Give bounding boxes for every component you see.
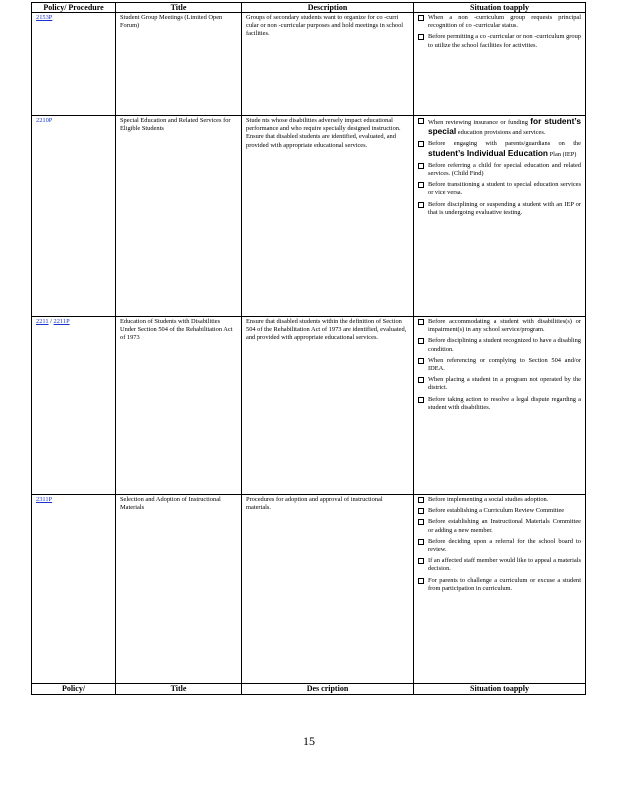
footer-header-policy: Policy/ [32,684,116,695]
table-header-row [32,3,586,13]
situation-item: Before deciding upon a referral for the school board to review. [418,538,581,554]
footer-header-situation: Situation toapply [414,684,586,695]
situation-cell [414,495,586,684]
situation-item: Before engaging with parents/guardians on the student’s Individual Education Plan (IEP) [418,140,581,158]
checkbox-icon [418,34,424,40]
checkbox-icon [418,141,424,147]
description-cell: Groups of secondary students want to organize for co -curri cular or non -curricular purposes and hold meetings in school facilities. [242,13,414,116]
situation-cell [414,13,586,116]
checkbox-icon [418,497,424,503]
situation-item: Before establishing an Instructional Materials Committee or adding a new member. [418,518,581,534]
footer-header-title: Title [116,684,242,695]
header-description: Description [242,3,414,13]
checkbox-icon [418,508,424,514]
situation-item: For parents to challenge a curriculum or excuse a student from participation in curriculum. [418,577,581,593]
table-row [32,116,586,317]
checkbox-icon [418,578,424,584]
policy-link[interactable]: 2153P [36,14,53,21]
situation-item: Before establishing a Curriculum Review Committee [418,507,581,515]
checkbox-icon [418,397,424,403]
situation-item: When referencing or complying to Section 504 and/or IDEA. [418,357,581,373]
situation-item: Before permitting a co -curricular or non -curriculum group to utilize the school facilities for activities. [418,33,581,49]
checkbox-icon [418,377,424,383]
checkbox-icon [418,202,424,208]
policy-table [31,2,586,695]
title-cell: Special Education and Related Services for Eligible Students [116,116,242,317]
policy-cell [32,13,116,116]
header-title: Title [116,3,242,13]
situation-cell [414,116,586,317]
footer-header-description: Des cription [242,684,414,695]
checkbox-icon [418,319,424,325]
page-number: 15 [303,734,315,748]
checkbox-icon [418,118,424,124]
description-cell: Ensure that disabled students within the definition of Section 504 of the Rehabilitation Act of 1973 are identified, evaluated, and provided with appropriate educational services. [242,317,414,495]
policy-link[interactable]: 2311P [36,496,53,503]
description-cell: Procedures for adoption and approval of instructional materials. [242,495,414,684]
situation-item: Before implementing a social studies adoption. [418,496,581,504]
policy-cell [32,495,116,684]
situation-cell [414,317,586,495]
header-policy: Policy/ Procedure [32,3,116,13]
title-cell: Student Group Meetings (Limited Open Forum) [116,13,242,116]
checkbox-icon [418,539,424,545]
policy-link[interactable]: 2211 [36,318,49,325]
title-cell: Education of Students with Disabilities Under Section 504 of the Rehabilitation Act of 1973 [116,317,242,495]
table-footer-header-row [32,684,586,695]
checkbox-icon [418,182,424,188]
checkbox-icon [418,15,424,21]
situation-item: If an affected staff member would like to appeal a materials decision. [418,557,581,573]
situation-item: Before taking action to resolve a legal dispute regarding a student with disabilities. [418,396,581,412]
policy-link[interactable]: 2211P [53,318,70,325]
policy-cell [32,116,116,317]
situation-item: Before disciplining or suspending a student with an IEP or that is undergoing evaluative testing. [418,201,581,217]
situation-item: Before accommodating a student with disabilities(s) or impairment(s) in any school service/program. [418,318,581,334]
checkbox-icon [418,558,424,564]
checkbox-icon [418,338,424,344]
checkbox-icon [418,163,424,169]
policy-code: 2210P [36,117,53,124]
situation-item: Before disciplining a student recognized to have a disabling condition. [418,337,581,353]
table-row [32,13,586,116]
situation-item: When a non -curriculum group requests principal recognition of co -curricular status. [418,14,581,30]
header-situation: Situation toapply [414,3,586,13]
title-cell: Selection and Adoption of Instructional Materials [116,495,242,684]
checkbox-icon [418,519,424,525]
policy-cell: 2211 / 2211P [32,317,116,495]
checkbox-icon [418,358,424,364]
description-cell: Stude nts whose disabilities adversely impact educational performance and who require specially designed instruction. Ensure that disabled students are identified, evaluated, and provided with appropriate educational services. [242,116,414,317]
table-row [32,317,586,495]
situation-item: When placing a student in a program not operated by the district. [418,376,581,392]
situation-item: Before transitioning a student to special education services or vice versa. [418,181,581,197]
situation-item: When reviewing insurance or funding for student’s special education provisions and services. [418,117,581,137]
table-row [32,495,586,684]
situation-item: Before referring a child for special education and related services. (Child Find) [418,162,581,178]
